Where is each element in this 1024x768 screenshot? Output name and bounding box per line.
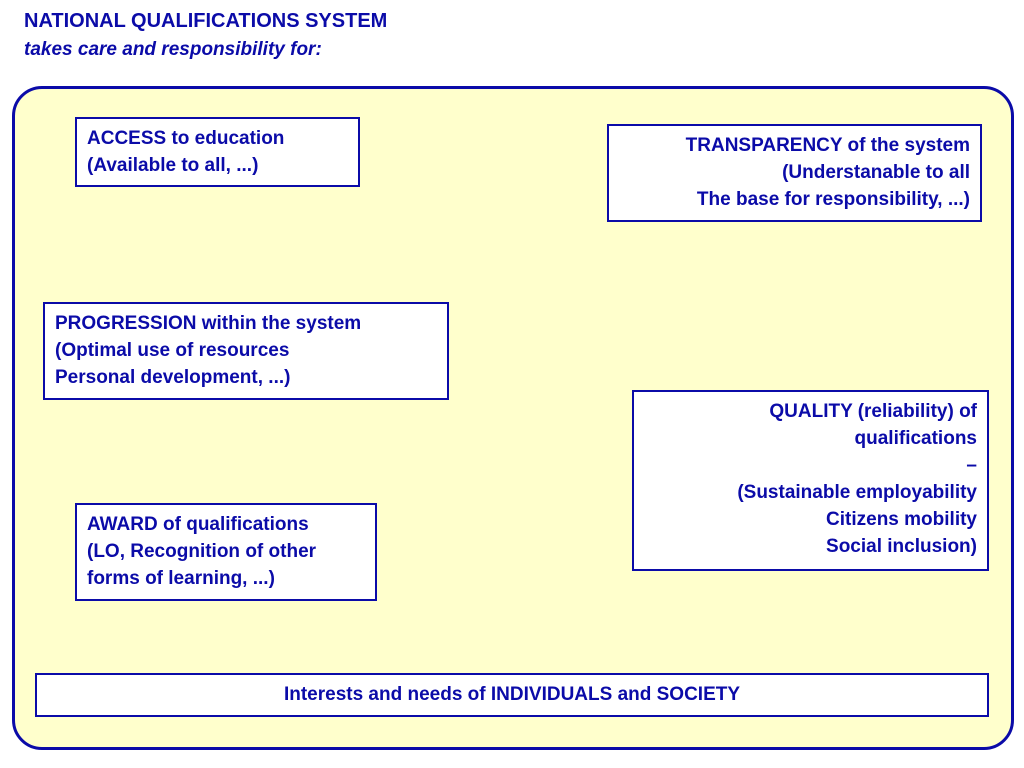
access-box-line: (Available to all, ...) bbox=[87, 155, 259, 176]
quality-box bbox=[632, 390, 989, 571]
interests-box bbox=[35, 673, 989, 717]
progression-box-line: PROGRESSION within the system bbox=[55, 313, 362, 334]
access-box-line: ACCESS to education bbox=[87, 128, 285, 149]
award-box-line: AWARD of qualifications bbox=[87, 514, 309, 535]
transparency-box-line: (Understanable to all bbox=[782, 162, 970, 183]
diagram-title: NATIONAL QUALIFICATIONS SYSTEM bbox=[24, 10, 388, 32]
transparency-box-line: The base for responsibility, ...) bbox=[696, 189, 970, 210]
transparency-box bbox=[607, 124, 982, 222]
transparency-box-line: TRANSPARENCY of the system bbox=[685, 135, 970, 156]
quality-box-line: qualifications bbox=[854, 428, 977, 449]
diagram-subtitle: takes care and responsibility for: bbox=[24, 39, 322, 60]
quality-box-line: – bbox=[966, 455, 977, 476]
award-box-line: (LO, Recognition of other bbox=[87, 541, 317, 562]
interests-box-text: Interests and needs of INDIVIDUALS and SOCIETY bbox=[283, 684, 741, 705]
quality-box-line: Social inclusion) bbox=[826, 536, 977, 557]
quality-box-line: QUALITY (reliability) of bbox=[769, 401, 977, 422]
progression-box-line: (Optimal use of resources bbox=[55, 340, 290, 361]
access-box bbox=[75, 117, 360, 187]
quality-box-line: (Sustainable employability bbox=[737, 482, 977, 503]
award-box-line: forms of learning, ...) bbox=[87, 568, 275, 589]
quality-box-line: Citizens mobility bbox=[826, 509, 977, 530]
award-box bbox=[75, 503, 377, 601]
progression-box-line: Personal development, ...) bbox=[55, 367, 291, 388]
progression-box bbox=[43, 302, 449, 400]
